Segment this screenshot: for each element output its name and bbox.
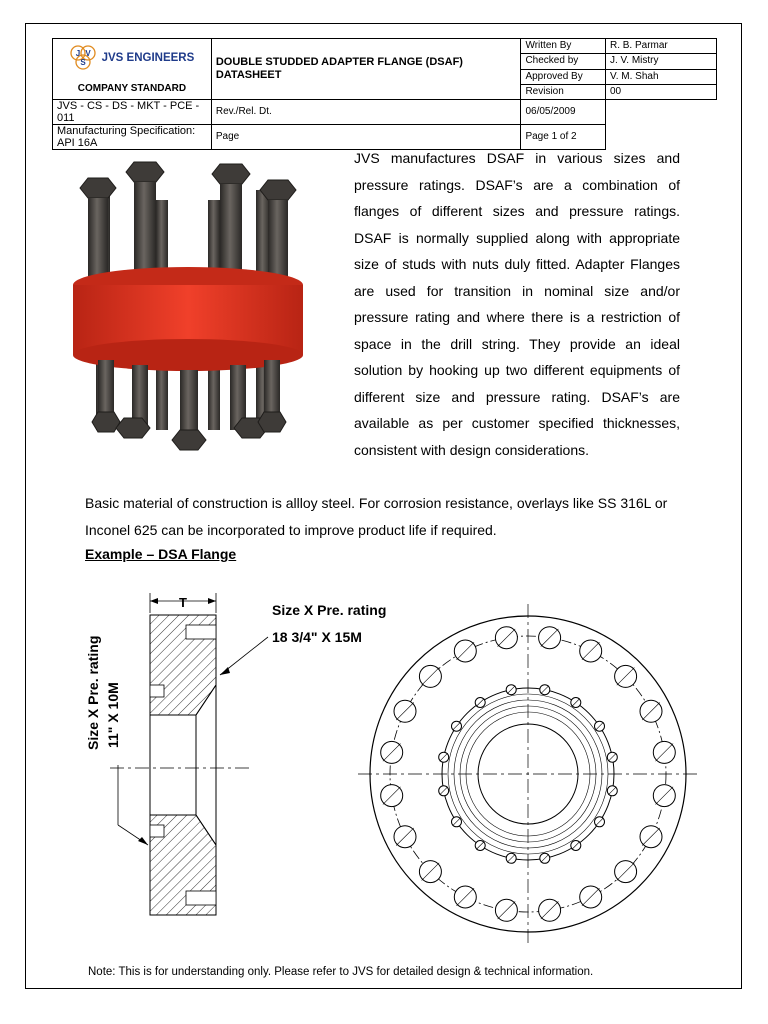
svg-text:V: V [84, 49, 91, 58]
approved-by-value: V. M. Shah [605, 69, 716, 84]
revision-value: 00 [605, 84, 716, 99]
page-label: Page [211, 125, 521, 150]
document-title: DOUBLE STUDDED ADAPTER FLANGE (DSAF) DATASHEET [211, 39, 521, 100]
manufacturing-spec: Manufacturing Specification: API 16A [53, 125, 212, 150]
release-date-value: 06/05/2009 [521, 100, 606, 125]
svg-text:J: J [75, 49, 80, 58]
company-standard: COMPANY STANDARD [77, 83, 187, 94]
revision-label: Revision [521, 84, 606, 99]
svg-text:S: S [79, 58, 86, 67]
jvs-logo-icon [70, 45, 96, 71]
side-label: Size X Pre. rating [85, 635, 101, 750]
written-by-label: Written By [521, 39, 606, 54]
red-flange-body [73, 267, 303, 371]
flange-plan-view-drawing [358, 604, 698, 944]
top-nuts [80, 162, 296, 200]
footer-note: Note: This is for understanding only. Please refer to JVS for detailed design & technical information. [88, 966, 594, 978]
logo-cell [53, 39, 212, 100]
approved-by-label: Approved By [521, 69, 606, 84]
top-value: 18 3/4" X 15M [272, 629, 362, 645]
thickness-label: T [179, 595, 187, 610]
header-table [52, 38, 717, 150]
material-paragraph: Basic material of construction is allloy steel. For corrosion resistance, overlays like SS 316L or Inconel 625 can be incorporated to improve product life if required. [85, 495, 668, 538]
company-logo [53, 45, 211, 71]
example-heading: Example – DSA Flange [85, 546, 237, 562]
page-value: Page 1 of 2 [521, 125, 606, 150]
top-label: Size X Pre. rating [272, 602, 387, 618]
intro-paragraph: JVS manufactures DSAF in various sizes and pressure ratings. DSAF’s are a combination of flanges of different sizes and pressure ratings. DSAF is normally supplied along with appropriate size of studs with nuts duly fitted. Adapter Flanges are used for transition in nominal size and/or pressure rating and where there is a restriction of space in the drill string. They provide an ideal solution by hooking up two different equipments of different size and pressure rating. DSAF’s are available as per customer specified thicknesses, consistent with design considerations. [354, 150, 680, 458]
company-name: JVS ENGINEERS [101, 52, 195, 64]
side-value: 11" X 10M [105, 682, 121, 748]
written-by-value: R. B. Parmar [605, 39, 716, 54]
document-number: JVS - CS - DS - MKT - PCE - 011 [53, 100, 212, 125]
release-date-label: Rev./Rel. Dt. [211, 100, 521, 125]
checked-by-value: J. V. Mistry [605, 54, 716, 69]
checked-by-label: Checked by [521, 54, 606, 69]
flange-product-photo [68, 160, 308, 460]
